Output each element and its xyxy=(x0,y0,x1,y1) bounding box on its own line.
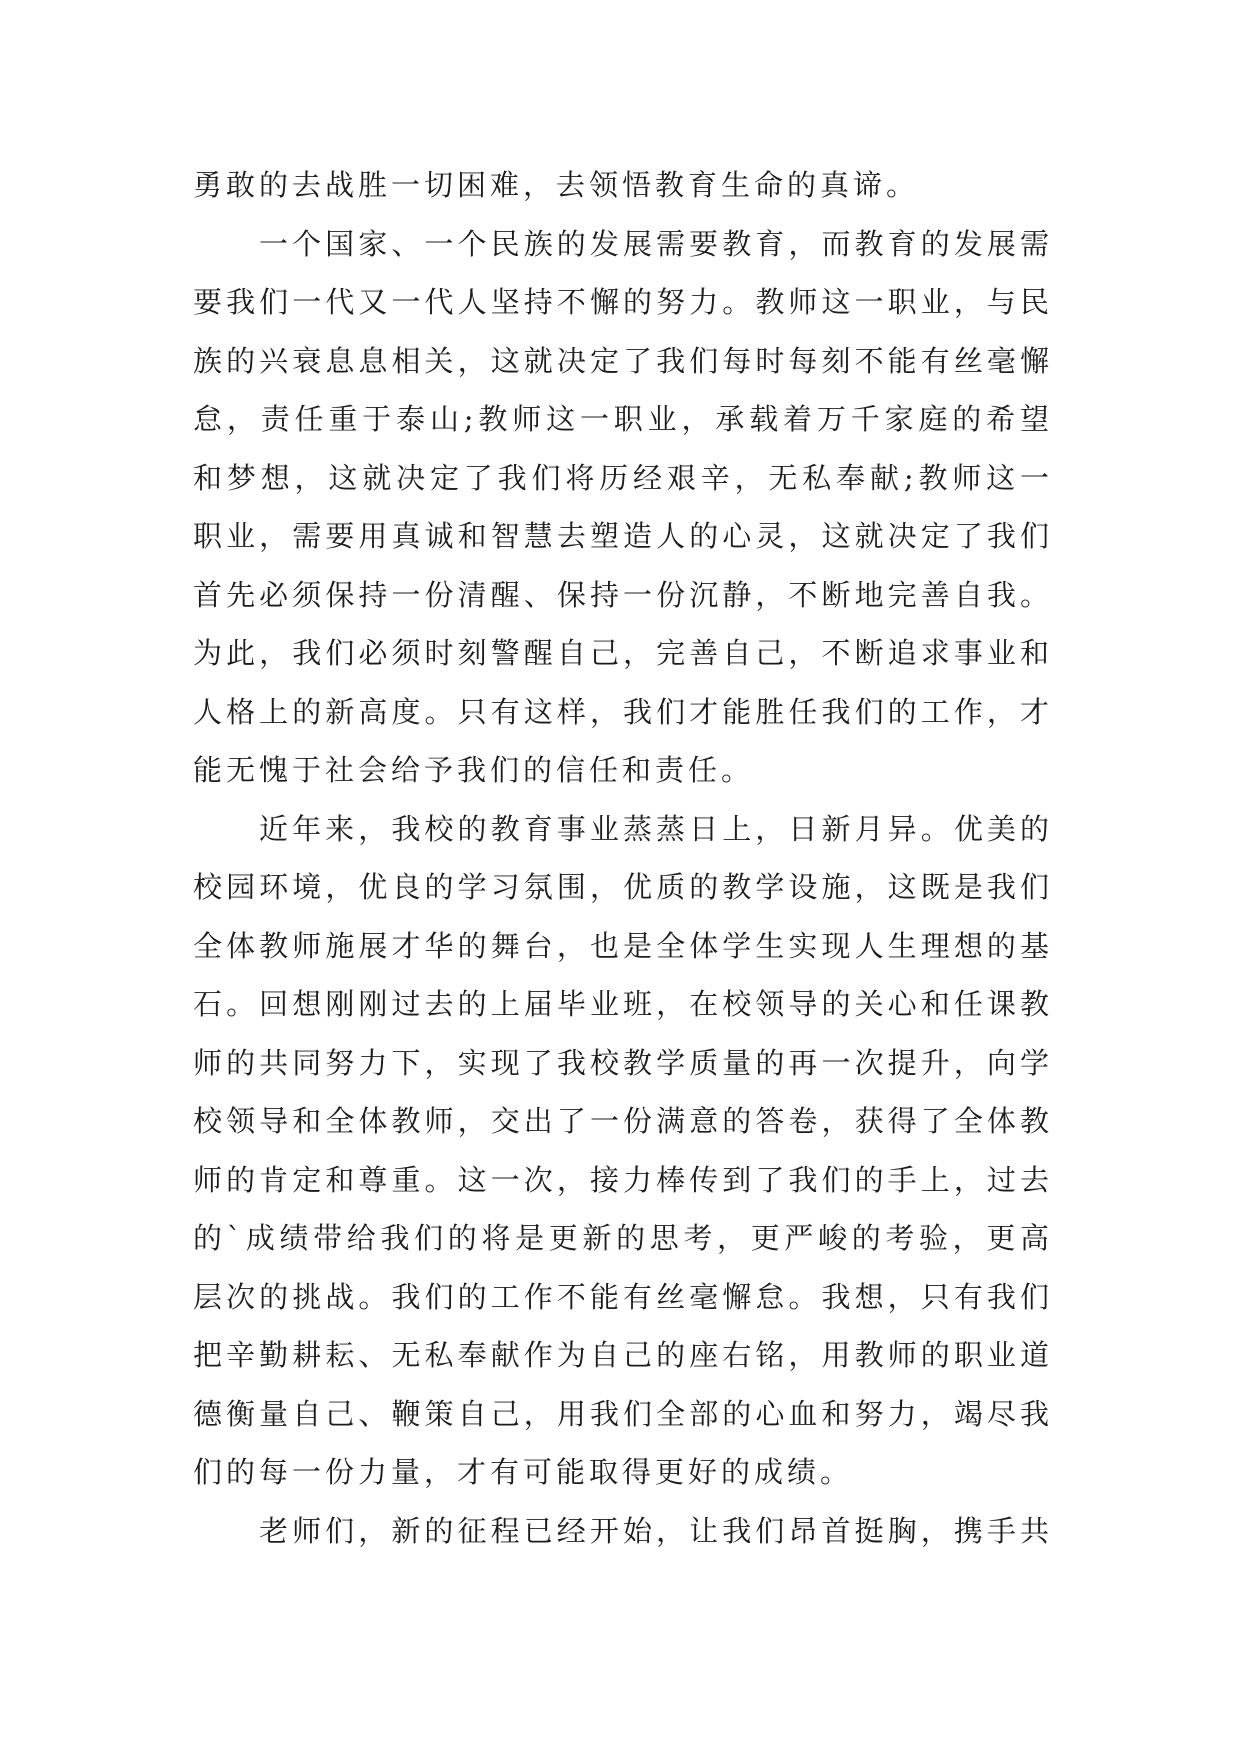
text-line: 首先必须保持一份清醒、保持一份沉静，不断地完善自我。 xyxy=(193,577,1053,612)
paragraph xyxy=(193,215,1053,800)
text-line: 怠，责任重于泰山;教师这一职业，承载着万千家庭的希望 xyxy=(193,402,1053,436)
text-line: 师的共同努力下，实现了我校教学质量的再一次提升，向学 xyxy=(193,1045,1053,1080)
text-line: 校领导和全体教师，交出了一份满意的答卷，获得了全体教 xyxy=(193,1104,1053,1138)
text-line: 德衡量自己、鞭策自己，用我们全部的心血和努力，竭尽我 xyxy=(193,1396,1053,1431)
text-line: 族的兴衰息息相关，这就决定了我们每时每刻不能有丝毫懈 xyxy=(193,343,1053,378)
text-line: 能无愧于社会给予我们的信任和责任。 xyxy=(193,753,755,787)
text-line: 们的每一份力量，才有可能取得更好的成绩。 xyxy=(193,1455,854,1489)
text-line: 职业，需要用真诚和智慧去塑造人的心灵，这就决定了我们 xyxy=(193,519,1053,553)
paragraph xyxy=(193,1502,1053,1561)
text-line: 师的肯定和尊重。这一次，接力棒传到了我们的手上，过去 xyxy=(193,1162,1053,1197)
paragraph xyxy=(193,156,1053,215)
text-line: 人格上的新高度。只有这样，我们才能胜任我们的工作，才 xyxy=(193,694,1053,729)
text-line: 把辛勤耕耘、无私奉献作为自己的座右铭，用教师的职业道 xyxy=(193,1338,1053,1372)
paragraph xyxy=(193,800,1053,1502)
text-line: 和梦想，这就决定了我们将历经艰辛，无私奉献;教师这一 xyxy=(193,460,1053,495)
document-body xyxy=(193,156,1053,1560)
text-line: 校园环境，优良的学习氛围，优质的教学设施，这既是我们 xyxy=(193,870,1053,904)
text-line: 一个国家、一个民族的发展需要教育，而教育的发展需 xyxy=(259,226,1053,261)
text-line: 勇敢的去战胜一切困难，去领悟教育生命的真谛。 xyxy=(193,168,920,202)
text-line: 石。回想刚刚过去的上届毕业班，在校领导的关心和任课教 xyxy=(193,987,1053,1021)
text-line: 近年来，我校的教育事业蒸蒸日上，日新月异。优美的 xyxy=(259,811,1053,846)
text-line: 为此，我们必须时刻警醒自己，完善自己，不断追求事业和 xyxy=(193,636,1053,670)
text-line: 全体教师施展才华的舞台，也是全体学生实现人生理想的基 xyxy=(193,928,1053,963)
text-line: 层次的挑战。我们的工作不能有丝毫懈怠。我想，只有我们 xyxy=(193,1279,1053,1314)
text-line: 的`成绩带给我们的将是更新的思考，更严峻的考验，更高 xyxy=(193,1221,1053,1255)
text-line: 要我们一代又一代人坚持不懈的努力。教师这一职业，与民 xyxy=(193,285,1053,319)
text-line: 老师们，新的征程已经开始，让我们昂首挺胸，携手共 xyxy=(259,1513,1053,1548)
